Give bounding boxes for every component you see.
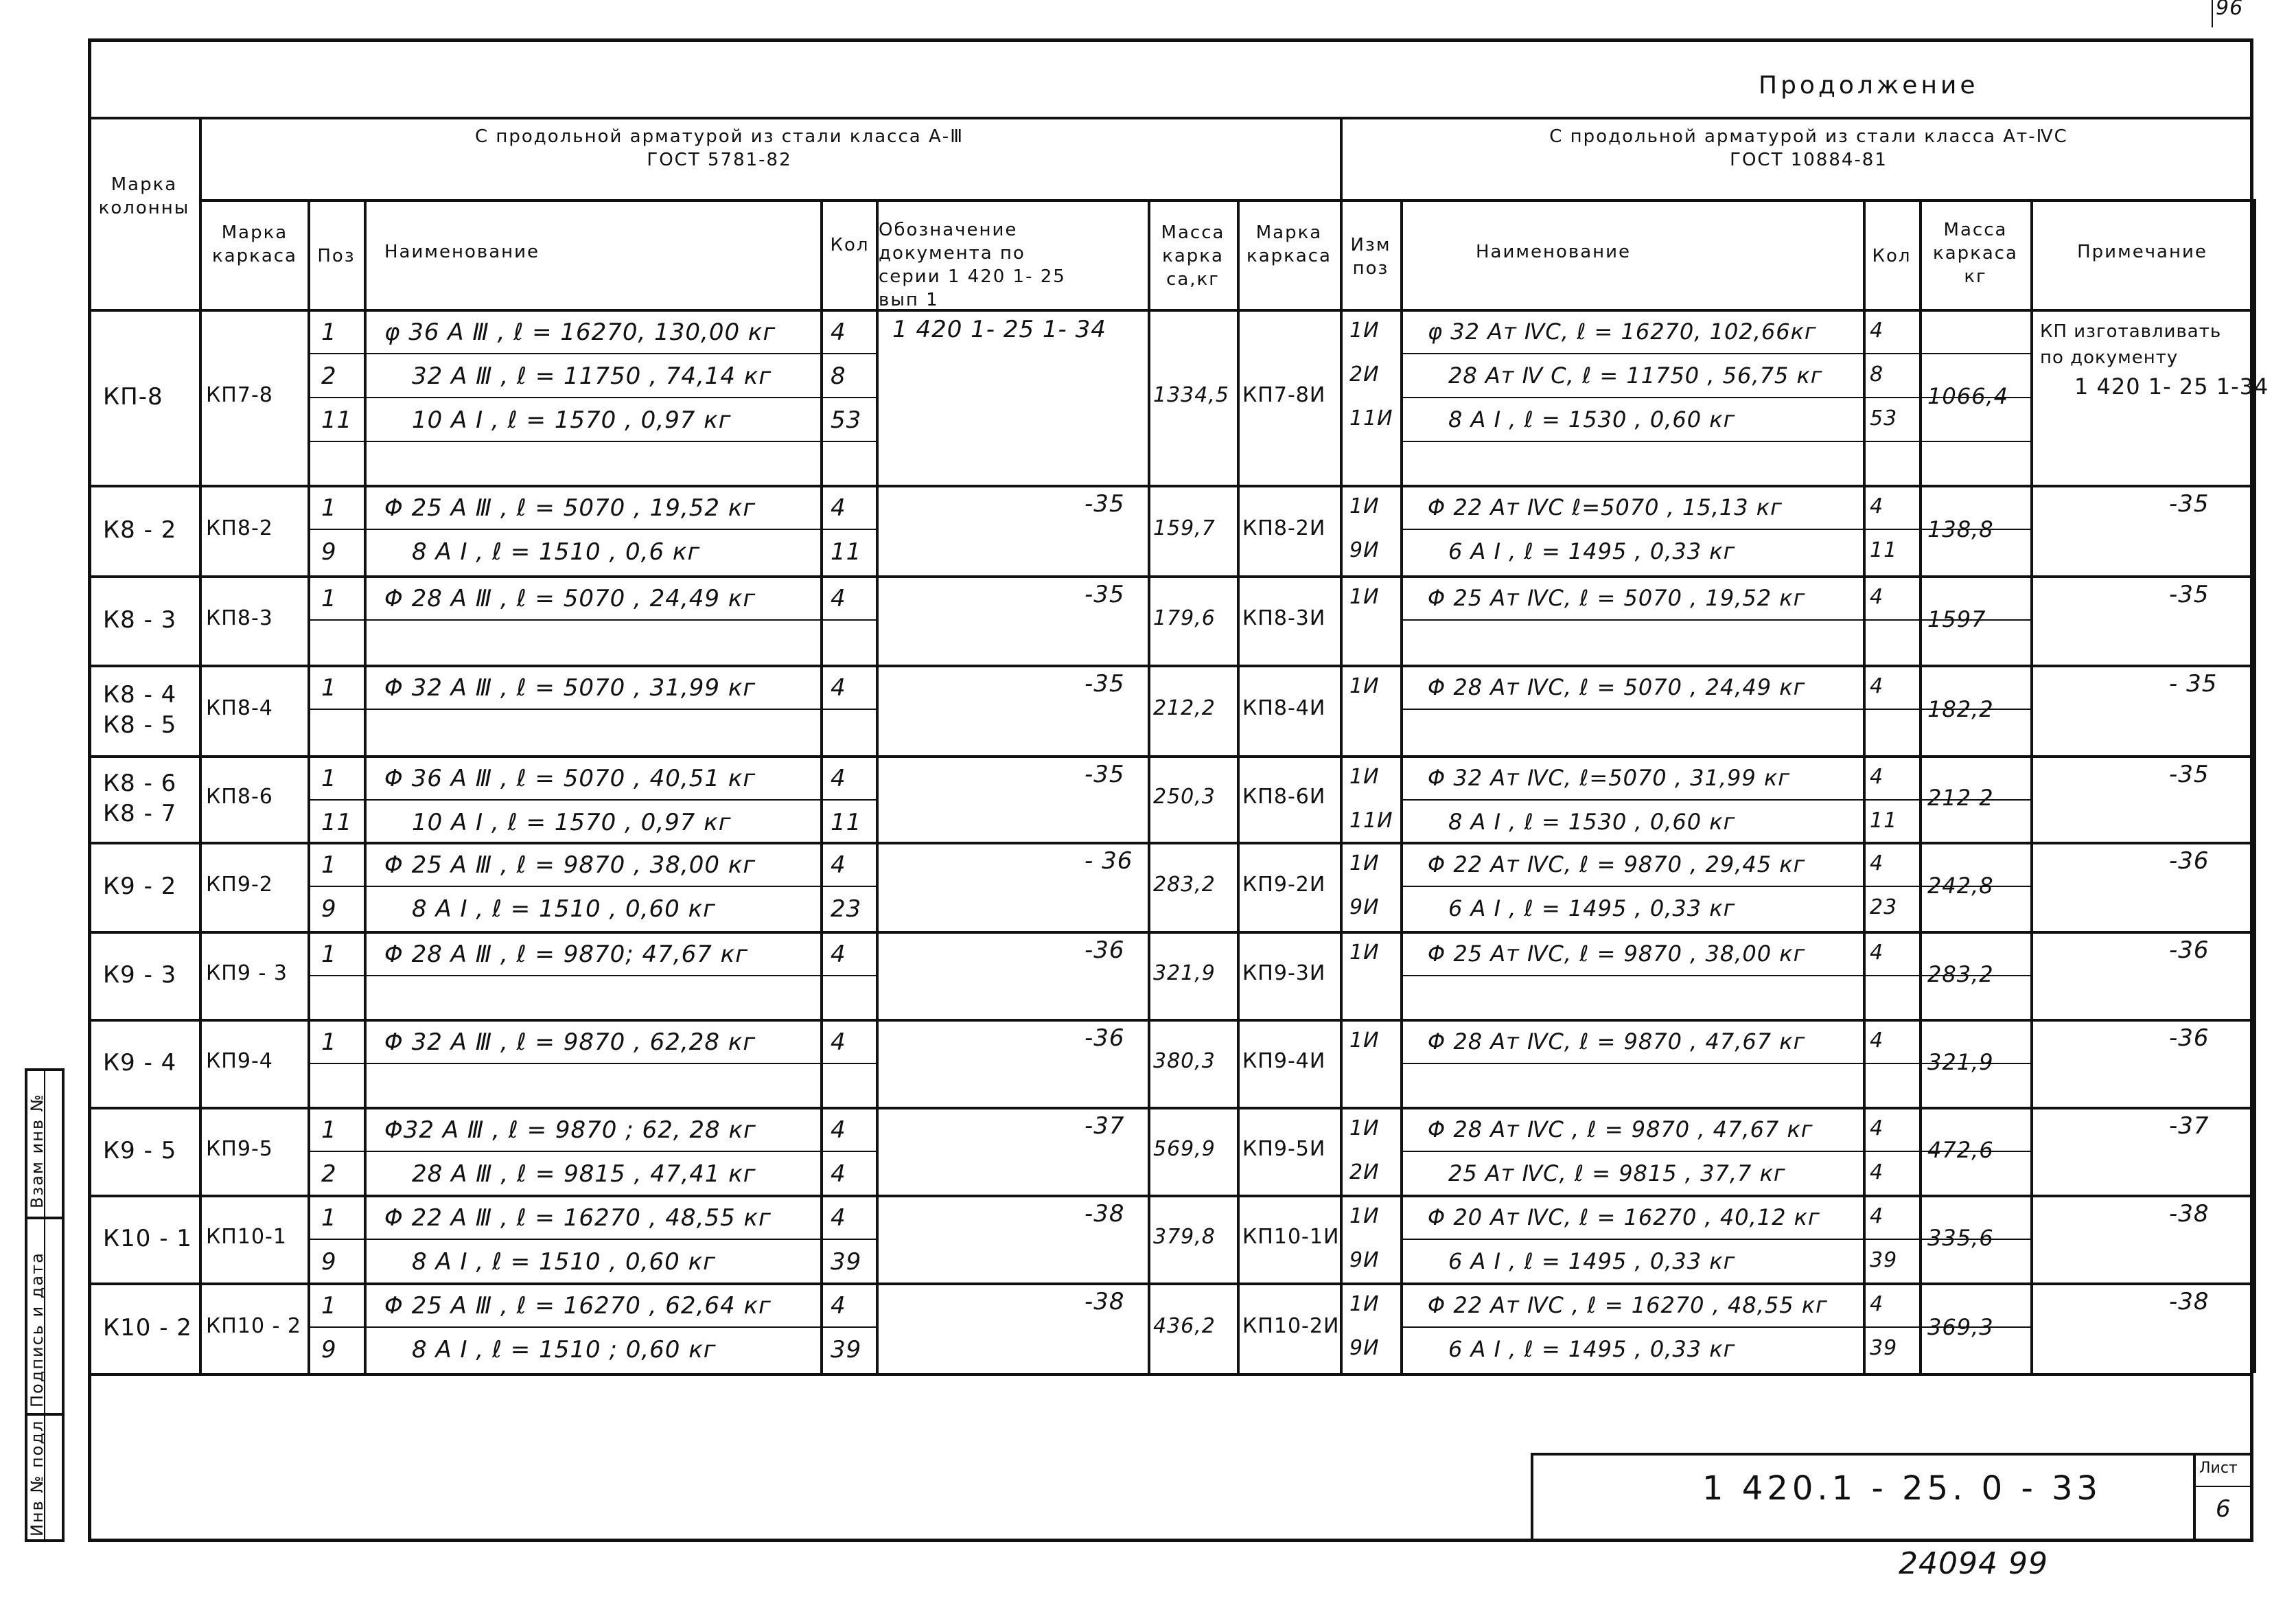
l-kol: 4 (831, 1116, 846, 1144)
hdr-l-massa: Масса карка са,кг (1161, 222, 1225, 290)
l-massa: 159,7 (1153, 516, 1216, 540)
l-poz: 1 (321, 674, 337, 702)
l-massa: 283,2 (1153, 873, 1216, 897)
stamp-list-label: Лист (2199, 1460, 2238, 1477)
l-marka-karkasa: КП10-1 (206, 1225, 287, 1249)
group-bottom-line (88, 485, 2253, 487)
l-poz: 2 (321, 363, 337, 390)
footer-number: 24094 99 (1899, 1546, 2048, 1581)
l-kol: 4 (831, 1292, 846, 1320)
l-poz: 1 (321, 765, 337, 792)
r-poz: 11И (1349, 809, 1393, 833)
row-line (308, 1326, 876, 1328)
r-poz: 1И (1349, 1204, 1380, 1228)
hdr-l-oboz: Обозначение документа по серии 1 420 1- 25 вып 1 (879, 220, 1066, 310)
r-massa: 335,6 (1927, 1225, 1994, 1251)
r-poz: 1И (1349, 319, 1380, 343)
l-kol: 39 (831, 1248, 862, 1276)
r-poz: 1И (1349, 765, 1380, 789)
l-poz: 1 (321, 494, 337, 522)
l-poz: 1 (321, 1292, 337, 1320)
r-kol: 4 (1870, 765, 1884, 789)
r-name: 25 Ат ⅣС, ℓ = 9815 , 37,7 кг (1448, 1160, 1786, 1186)
v-col-group-split (1340, 117, 1343, 1373)
hdr-l-marka: Марка каркаса (211, 222, 297, 266)
r-name: Φ 25 Ат ⅣС, ℓ = 9870 , 38,00 кг (1428, 941, 1806, 967)
group-bottom-line (88, 842, 2253, 844)
hdr-r-izm: Изм поз (1350, 235, 1391, 279)
l-name: Φ 28 А Ⅲ , ℓ = 5070 , 24,49 кг (384, 585, 756, 612)
l-poz: 2 (321, 1160, 337, 1188)
oboz-document: -35 (1085, 581, 1125, 608)
l-kol: 4 (831, 674, 846, 702)
l-kol: 11 (831, 809, 862, 836)
l-kol: 4 (831, 941, 846, 968)
l-massa: 380,3 (1153, 1049, 1216, 1073)
l-marka-karkasa: КП8-4 (206, 696, 273, 720)
l-poz: 9 (321, 1248, 337, 1276)
r-massa: 1597 (1927, 606, 1986, 632)
r-massa: 472,6 (1927, 1137, 1994, 1163)
r-name: Φ 22 Ат ⅣС ℓ=5070 , 15,13 кг (1428, 494, 1783, 520)
l-massa: 250,3 (1153, 785, 1216, 809)
r-kol: 4 (1870, 941, 1884, 965)
header-sub-line (199, 199, 2253, 202)
oboz-document: -35 (1085, 761, 1125, 788)
l-name: 8 А I , ℓ = 1510 , 0,6 кг (412, 538, 701, 566)
r-marka-karkasa: КП8-4И (1242, 696, 1326, 720)
l-kol: 23 (831, 895, 862, 923)
kolonna-label: КП-8 (103, 383, 163, 411)
r-marka-karkasa: КП9-2И (1242, 873, 1326, 897)
hdr-r-kol: Кол (1872, 246, 1912, 266)
stamp-list-left (2193, 1453, 2196, 1542)
l-marka-karkasa: КП8-2 (206, 516, 273, 540)
side-inv-text: Инв № подл (27, 1419, 47, 1537)
r-marka-karkasa: КП9-4И (1242, 1049, 1326, 1073)
r-name: 8 А I , ℓ = 1530 , 0,60 кг (1448, 809, 1736, 835)
corner-mark (2212, 0, 2213, 27)
l-poz: 1 (321, 1028, 337, 1056)
row-line (308, 619, 876, 621)
r-poz: 9И (1349, 1248, 1380, 1272)
r-marka-karkasa: КП8-2И (1242, 516, 1326, 540)
l-poz: 1 (321, 1204, 337, 1232)
row-line (308, 1151, 876, 1152)
hdr-l-kol: Кол (830, 235, 870, 255)
row-line (308, 886, 876, 887)
hdr-left-group: С продольной арматурой из стали класса А-Ⅲ ГОСТ 5781-82 (474, 126, 964, 170)
r-massa: 321,9 (1927, 1049, 1994, 1075)
primechanie: КП изготавливать (2040, 321, 2222, 342)
hdr-r-prim: Примечание (2077, 242, 2207, 262)
l-poz: 1 (321, 1116, 337, 1144)
l-poz: 1 (321, 851, 337, 879)
r-massa: 242,8 (1927, 873, 1994, 899)
l-poz: 1 (321, 319, 337, 346)
kolonna-label: К8 - 3 (103, 606, 177, 634)
kolonna-label: К10 - 2 (103, 1314, 192, 1342)
l-massa: 1334,5 (1153, 383, 1229, 407)
stamp-list-number: 6 (2216, 1495, 2231, 1523)
r-kol: 11 (1870, 538, 1898, 562)
primechanie: -35 (2169, 581, 2210, 608)
r-poz: 1И (1349, 494, 1380, 518)
row-line (308, 1063, 876, 1064)
primechanie: -38 (2169, 1200, 2210, 1228)
kolonna-label: К9 - 5 (103, 1137, 177, 1164)
l-kol: 4 (831, 585, 846, 612)
primechanie: -36 (2169, 847, 2210, 875)
r-name: 6 А I , ℓ = 1495 , 0,33 кг (1448, 538, 1736, 564)
l-poz: 1 (321, 585, 337, 612)
r-kol: 8 (1870, 363, 1884, 387)
primechanie: -37 (2169, 1112, 2210, 1140)
primechanie: -35 (2169, 490, 2210, 518)
r-poz: 9И (1349, 1336, 1380, 1360)
hdr-r-name: Наименование (1476, 242, 1632, 262)
kolonna-label: К8 - 4 (103, 681, 177, 709)
l-kol: 4 (831, 851, 846, 879)
r-poz: 1И (1349, 1292, 1380, 1316)
group-bottom-line (88, 575, 2253, 578)
row-line (308, 799, 876, 801)
r-marka-karkasa: КП9-3И (1242, 961, 1326, 985)
side-podpis-text: Подпись и дата (27, 1252, 47, 1407)
r-name: Φ 28 Ат ⅣС, ℓ = 5070 , 24,49 кг (1428, 674, 1806, 700)
l-kol: 8 (831, 363, 846, 390)
l-kol: 4 (831, 1160, 846, 1188)
group-bottom-line (88, 931, 2253, 934)
kolonna-label: К8 - 2 (103, 516, 177, 544)
kolonna-label: К10 - 1 (103, 1225, 192, 1252)
primechanie: -36 (2169, 936, 2210, 964)
stamp-left (1531, 1453, 1533, 1542)
primechanie: -35 (2169, 761, 2210, 788)
r-kol: 39 (1870, 1248, 1898, 1272)
l-marka-karkasa: КП7-8 (206, 383, 273, 407)
l-kol: 53 (831, 406, 862, 434)
kolonna-label: К9 - 2 (103, 873, 177, 900)
l-name: 32 А Ⅲ , ℓ = 11750 , 74,14 кг (412, 363, 772, 390)
l-name: Φ 25 А Ⅲ , ℓ = 5070 , 19,52 кг (384, 494, 756, 522)
r-kol: 4 (1870, 1028, 1884, 1052)
primechanie: 1 420 1- 25 1-34 (2074, 373, 2269, 400)
header-bottom-line (88, 309, 2253, 312)
l-name: Φ 25 А Ⅲ , ℓ = 9870 , 38,00 кг (384, 851, 756, 879)
stamp-code: 1 420.1 - 25. 0 - 33 (1702, 1469, 2102, 1508)
l-name: Φ 28 А Ⅲ , ℓ = 9870; 47,67 кг (384, 941, 749, 968)
l-kol: 4 (831, 1204, 846, 1232)
l-kol: 39 (831, 1336, 862, 1364)
r-kol: 4 (1870, 1160, 1884, 1184)
hdr-l-poz: Поз (317, 246, 356, 266)
primechanie: по документу (2040, 347, 2179, 368)
r-kol: 4 (1870, 674, 1884, 698)
l-poz: 9 (321, 1336, 337, 1364)
l-name: Φ 36 А Ⅲ , ℓ = 5070 , 40,51 кг (384, 765, 756, 792)
r-massa: 283,2 (1927, 961, 1994, 987)
group-bottom-line (88, 1107, 2253, 1109)
row-line (1400, 353, 2030, 354)
primechanie: -38 (2169, 1288, 2210, 1315)
l-marka-karkasa: КП8-6 (206, 785, 273, 809)
l-poz: 9 (321, 538, 337, 566)
hdr-l-name: Наименование (384, 242, 540, 262)
v-col-marka (199, 117, 202, 1373)
r-poz: 9И (1349, 538, 1380, 562)
l-name: 8 А I , ℓ = 1510 , 0,60 кг (412, 895, 716, 923)
group-bottom-line (88, 1282, 2253, 1285)
l-marka-karkasa: КП9-2 (206, 873, 273, 897)
r-kol: 23 (1870, 895, 1898, 919)
r-kol: 11 (1870, 809, 1898, 833)
kolonna-label: К8 - 6 (103, 770, 177, 797)
r-kol: 4 (1870, 1292, 1884, 1316)
r-poz: 1И (1349, 1028, 1380, 1052)
header-top-line (88, 117, 2253, 119)
r-kol: 4 (1870, 851, 1884, 875)
row-line (308, 709, 876, 710)
r-massa: 138,8 (1927, 516, 1994, 542)
row-line (308, 353, 876, 354)
group-bottom-line (88, 665, 2253, 667)
row-line (1400, 441, 2030, 442)
oboz-document: -38 (1085, 1288, 1125, 1315)
l-name: Φ 25 А Ⅲ , ℓ = 16270 , 62,64 кг (384, 1292, 772, 1320)
l-marka-karkasa: КП10 - 2 (206, 1314, 302, 1338)
r-marka-karkasa: КП8-3И (1242, 606, 1326, 630)
primechanie: - 35 (2169, 670, 2218, 698)
l-kol: 4 (831, 765, 846, 792)
stamp-top (1531, 1453, 2253, 1456)
r-kol: 4 (1870, 585, 1884, 609)
l-name: Φ 32 А Ⅲ , ℓ = 9870 , 62,28 кг (384, 1028, 756, 1056)
l-kol: 11 (831, 538, 862, 566)
oboz-document: -36 (1085, 936, 1125, 964)
l-name: Φ 22 А Ⅲ , ℓ = 16270 , 48,55 кг (384, 1204, 772, 1232)
group-bottom-line (88, 755, 2253, 758)
l-marka-karkasa: КП9 - 3 (206, 961, 288, 985)
r-name: φ 32 Ат ⅣС, ℓ = 16270, 102,66кг (1428, 319, 1817, 345)
group-bottom-line (88, 1195, 2253, 1197)
group-bottom-line (88, 1373, 2253, 1376)
r-poz: 1И (1349, 851, 1380, 875)
side-vzam-text: Взам инв № (27, 1093, 47, 1208)
l-name: 8 А I , ℓ = 1510 , 0,60 кг (412, 1248, 716, 1276)
l-name: Φ 32 А Ⅲ , ℓ = 5070 , 31,99 кг (384, 674, 756, 702)
row-line (308, 529, 876, 530)
row-line (308, 397, 876, 398)
l-massa: 179,6 (1153, 606, 1216, 630)
r-name: 6 А I , ℓ = 1495 , 0,33 кг (1448, 895, 1736, 921)
kolonna-label: К9 - 4 (103, 1049, 177, 1077)
r-kol: 4 (1870, 494, 1884, 518)
l-massa: 436,2 (1153, 1314, 1216, 1338)
r-kol: 4 (1870, 1116, 1884, 1140)
l-name: Φ32 А Ⅲ , ℓ = 9870 ; 62, 28 кг (384, 1116, 756, 1144)
row-line (308, 441, 876, 442)
r-name: Φ 32 Ат ⅣС, ℓ=5070 , 31,99 кг (1428, 765, 1791, 791)
hdr-right-group: С продольной арматурой из стали класса Ат-ⅣС ГОСТ 10884-81 (1549, 126, 2068, 170)
l-poz: 9 (321, 895, 337, 923)
r-marka-karkasa: КП8-6И (1242, 785, 1326, 809)
r-kol: 4 (1870, 1204, 1884, 1228)
l-marka-karkasa: КП8-3 (206, 606, 273, 630)
oboz-document: -35 (1085, 490, 1125, 518)
kolonna-label: К9 - 3 (103, 961, 177, 989)
oboz-document: -35 (1085, 670, 1125, 698)
l-poz: 11 (321, 406, 353, 434)
oboz-document: -38 (1085, 1200, 1125, 1228)
r-poz: 1И (1349, 674, 1380, 698)
l-marka-karkasa: КП9-5 (206, 1137, 273, 1161)
hdr-marka-kolonny: Марка колонны (98, 174, 190, 218)
r-massa: 369,3 (1927, 1314, 1994, 1340)
l-name: φ 36 А Ⅲ , ℓ = 16270, 130,00 кг (384, 319, 776, 346)
l-name: 10 А I , ℓ = 1570 , 0,97 кг (412, 406, 732, 434)
r-name: Φ 25 Ат ⅣС, ℓ = 5070 , 19,52 кг (1428, 585, 1806, 611)
r-poz: 1И (1349, 1116, 1380, 1140)
oboz-document: -36 (1085, 1024, 1125, 1052)
stamp-list-mid (2193, 1486, 2253, 1487)
group-bottom-line (88, 1019, 2253, 1022)
hdr-r-marka: Марка каркаса (1246, 222, 1332, 266)
l-massa: 569,9 (1153, 1137, 1216, 1161)
primechanie: -36 (2169, 1024, 2210, 1052)
l-name: 10 А I , ℓ = 1570 , 0,97 кг (412, 809, 732, 836)
r-name: Φ 22 Ат ⅣС , ℓ = 16270 , 48,55 кг (1428, 1292, 1828, 1318)
r-name: 6 А I , ℓ = 1495 , 0,33 кг (1448, 1336, 1736, 1362)
r-kol: 53 (1870, 406, 1898, 430)
kolonna-label: К8 - 5 (103, 711, 177, 739)
row-line (308, 975, 876, 976)
l-massa: 379,8 (1153, 1225, 1216, 1249)
r-poz: 9И (1349, 895, 1380, 919)
r-poz: 11И (1349, 406, 1393, 430)
l-name: 8 А I , ℓ = 1510 ; 0,60 кг (412, 1336, 717, 1364)
kolonna-label: К8 - 7 (103, 800, 177, 827)
r-name: Φ 28 Ат ⅣС , ℓ = 9870 , 47,67 кг (1428, 1116, 1813, 1142)
r-marka-karkasa: КП10-2И (1242, 1314, 1340, 1338)
r-name: 6 А I , ℓ = 1495 , 0,33 кг (1448, 1248, 1736, 1274)
r-name: Φ 20 Ат ⅣС, ℓ = 16270 , 40,12 кг (1428, 1204, 1820, 1230)
row-line (308, 1239, 876, 1240)
l-poz: 1 (321, 941, 337, 968)
r-massa: 1066,4 (1927, 383, 2008, 409)
r-name: 28 Ат Ⅳ С, ℓ = 11750 , 56,75 кг (1448, 363, 1823, 389)
l-massa: 212,2 (1153, 696, 1216, 720)
r-massa: 182,2 (1927, 696, 1994, 722)
l-massa: 321,9 (1153, 961, 1216, 985)
r-marka-karkasa: КП9-5И (1242, 1137, 1326, 1161)
l-poz: 11 (321, 809, 353, 836)
r-name: 8 А I , ℓ = 1530 , 0,60 кг (1448, 406, 1736, 433)
sheet-corner-number: 96 (2216, 0, 2244, 20)
r-poz: 2И (1349, 363, 1380, 387)
l-marka-karkasa: КП9-4 (206, 1049, 273, 1073)
continuation-label: Продолжение (1759, 71, 1979, 100)
oboz-document: - 36 (1085, 847, 1133, 875)
r-kol: 39 (1870, 1336, 1898, 1360)
l-kol: 4 (831, 319, 846, 346)
r-name: Φ 22 Ат ⅣС, ℓ = 9870 , 29,45 кг (1428, 851, 1806, 877)
r-poz: 1И (1349, 941, 1380, 965)
r-name: Φ 28 Ат ⅣС, ℓ = 9870 , 47,67 кг (1428, 1028, 1806, 1055)
r-massa: 212 2 (1927, 785, 1994, 811)
r-marka-karkasa: КП10-1И (1242, 1225, 1340, 1249)
l-name: 28 А Ⅲ , ℓ = 9815 , 47,41 кг (412, 1160, 756, 1188)
r-kol: 4 (1870, 319, 1884, 343)
hdr-r-massa: Масса каркаса кг (1932, 220, 2018, 287)
r-poz: 2И (1349, 1160, 1380, 1184)
r-marka-karkasa: КП7-8И (1242, 383, 1326, 407)
r-poz: 1И (1349, 585, 1380, 609)
l-kol: 4 (831, 1028, 846, 1056)
l-kol: 4 (831, 494, 846, 522)
oboz-document: -37 (1085, 1112, 1125, 1140)
oboz-document: 1 420 1- 25 1- 34 (892, 316, 1106, 343)
